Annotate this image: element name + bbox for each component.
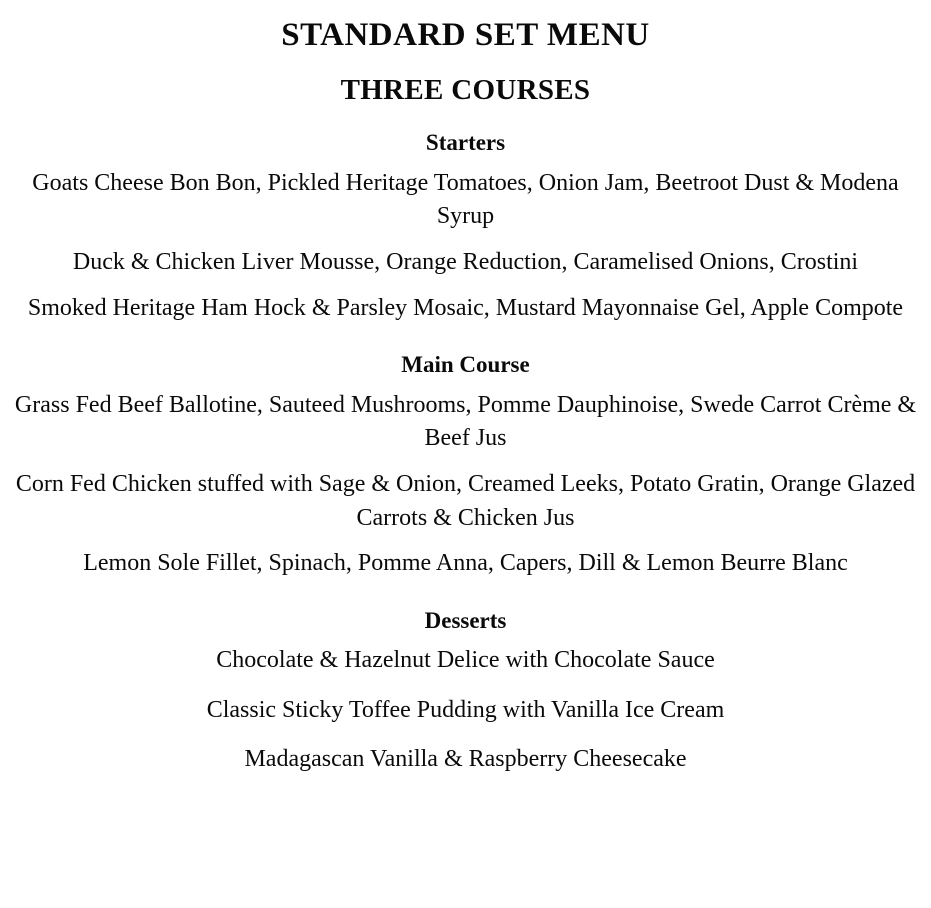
menu-item: Classic Sticky Toffee Pudding with Vanilla Ice Cream — [206, 696, 725, 723]
menu-item: Lemon Sole Fillet, Spinach, Pomme Anna, Capers, Dill & Lemon Beurre Blanc — [83, 550, 848, 577]
page-subtitle: THREE COURSES — [340, 73, 591, 106]
menu-item: Duck & Chicken Liver Mousse, Orange Reduction, Caramelised Onions, Crostini — [72, 248, 859, 275]
menu-item: Goats Cheese Bon Bon, Pickled Heritage Tomatoes, Onion Jam, Beetroot Dust & Modena Syrup — [32, 169, 899, 230]
menu-item: Smoked Heritage Ham Hock & Parsley Mosaic, Mustard Mayonnaise Gel, Apple Compote — [27, 294, 904, 321]
menu-item: Chocolate & Hazelnut Delice with Chocolate Sauce — [216, 647, 715, 674]
page-title: STANDARD SET MENU — [281, 17, 650, 53]
menu-item: Madagascan Vanilla & Raspberry Cheesecake — [244, 746, 687, 773]
menu-item: Corn Fed Chicken stuffed with Sage & Onion, Creamed Leeks, Potato Gratin, Orange Glazed Carrots & Chicken Jus — [15, 470, 916, 531]
section-heading-starters: Starters — [425, 130, 506, 156]
menu-section-desserts — [14, 607, 917, 777]
menu-section-starters — [14, 129, 917, 325]
menu-item: Grass Fed Beef Ballotine, Sauteed Mushrooms, Pomme Dauphinoise, Swede Carrot Crème & Beef Jus — [14, 391, 917, 452]
menu-section-main-course — [14, 351, 917, 581]
section-heading-desserts: Desserts — [424, 607, 507, 633]
section-heading-main-course: Main Course — [401, 352, 530, 378]
